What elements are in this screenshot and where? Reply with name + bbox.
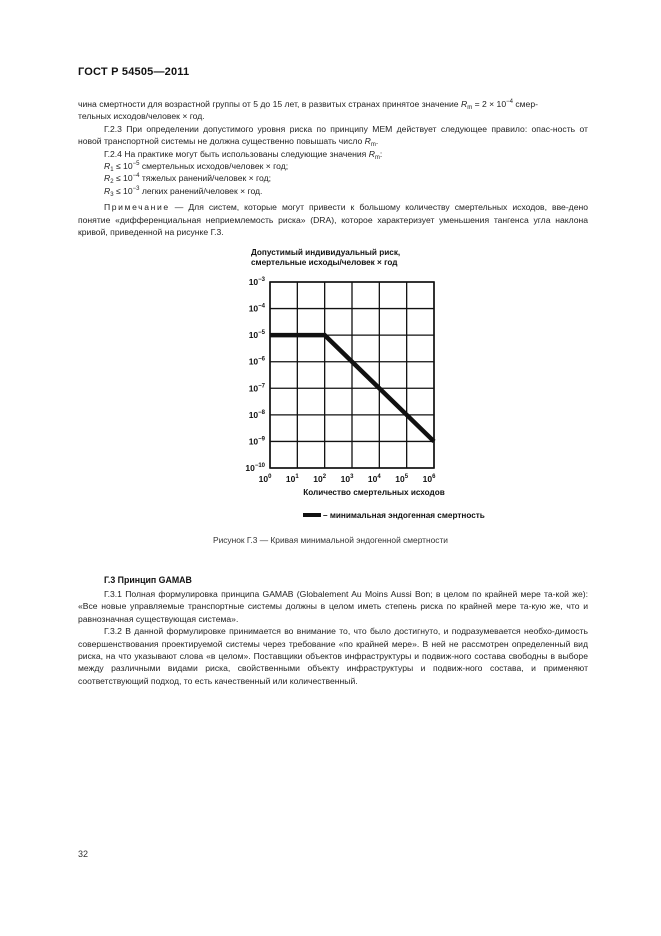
gamab-text — [78, 588, 588, 687]
r-subscript: m — [374, 154, 380, 161]
exponent: −3 — [132, 185, 140, 192]
paragraph-text: Г.2.4 На практике могут быть использованы следующие значения — [104, 148, 369, 159]
value-text: ≤ 10 — [113, 185, 133, 196]
x-tick-label: $10^6$ — [422, 474, 436, 484]
y-tick-label: $10^{-7}$ — [248, 383, 265, 394]
figure-g3-chart — [215, 242, 485, 527]
intro-text — [78, 98, 588, 238]
doc-header: ГОСТ Р 54505—2011 — [78, 66, 190, 78]
chart-title-line: Допустимый индивидуальный риск, — [251, 248, 401, 257]
y-tick-label: $10^{-10}$ — [245, 463, 265, 473]
y-tick-label: $10^{-8}$ — [248, 409, 265, 420]
value-text: легких ранений/человек × год. — [139, 185, 263, 196]
note-text: — Для систем, которые могут привести к большому количеству смертельных исходов, вве-дено понятие «дифференциальная неприемлемость риска» (DRA), которое характеризует уменьшения тангенса угла наклона кривой, приведенной на рисунке Г.3. — [78, 202, 588, 238]
x-tick-label: $10^0$ — [258, 474, 272, 484]
paragraph-text: Г.2.3 При определении допустимого уровня риска по принципу MEM действует следующее правило: опас-ность от новой транспортной системы не должна существенно повышать число — [78, 123, 588, 147]
chart-svg — [215, 242, 485, 527]
x-tick-label: $10^3$ — [340, 474, 354, 484]
rm-value-line — [78, 185, 588, 197]
r-symbol: R — [104, 185, 111, 196]
exponent: −5 — [132, 161, 140, 168]
r-subscript: 1 — [110, 167, 114, 174]
r-subscript: m — [370, 142, 376, 149]
paragraph-g-3-2: Г.3.2 В данной формулировке принимается во внимание то, что было достигнуто, и подразумевается необхо-димость совершенствования проектируемой системы через требование «по крайней мере». В ней не рассмотрен определенный вид риска, на что указывают слова «в целом». Поставщики объектов инфраструктуры и подвиж-ного состава свободны в выборе между различными видами риска, свойственными объекту инфраструктуры и подвиж-ного состава, и применяют соответствующий подход, то есть качественный или количественный. — [78, 626, 588, 686]
rm-value-line — [78, 160, 588, 172]
y-tick-label: $10^{-4}$ — [248, 303, 265, 314]
r-symbol: R — [104, 161, 111, 172]
x-tick-label: $10^1$ — [285, 474, 299, 484]
r-symbol: R — [364, 136, 371, 147]
paragraph-text: = 2 × 10 — [472, 99, 507, 109]
paragraph-g-2-3 — [78, 123, 588, 148]
x-tick-label: $10^5$ — [395, 474, 409, 484]
y-tick-label: $10^{-5}$ — [248, 330, 265, 341]
page-number: 32 — [78, 849, 89, 859]
note-paragraph — [78, 201, 588, 238]
r-symbol: R — [104, 173, 111, 184]
legend-label: – минимальная эндогенная смертность — [323, 511, 485, 520]
note-label: Примечание — [104, 202, 170, 213]
r-subscript: 3 — [110, 191, 114, 198]
r-symbol: R — [460, 99, 468, 109]
paragraph-text: : — [379, 148, 383, 159]
r-subscript: m — [467, 105, 473, 111]
paragraph-g-3-1: Г.3.1 Полная формулировка принципа GAMAB (Globalement Au Moins Aussi Bon; в целом по крайней мере та-кой же): «Все новые управляемые транспортные системы должны в целом иметь степень риска по крайней мере та-кую же, что и равнозначная существующая система». — [78, 589, 588, 624]
y-tick-label: $10^{-3}$ — [248, 277, 265, 287]
x-tick-label: $10^4$ — [367, 474, 381, 484]
r-subscript: 2 — [110, 179, 114, 186]
x-axis-label: Количество смертельных исходов — [303, 488, 445, 497]
paragraph-mortality — [78, 98, 588, 123]
r-symbol: R — [368, 148, 375, 159]
paragraph-text: смер- — [512, 99, 538, 109]
rm-value-line — [78, 172, 588, 184]
exponent: −4 — [132, 173, 140, 180]
exponent: −4 — [506, 99, 513, 105]
value-text: смертельных исходов/человек × год; — [139, 161, 289, 172]
figure-caption: Рисунок Г.3 — Кривая минимальной эндогенной смертности — [212, 535, 448, 545]
y-tick-label: $10^{-6}$ — [248, 356, 265, 367]
value-text: ≤ 10 — [113, 173, 133, 184]
paragraph-text: чина смертности для возрастной группы от 5 до 15 лет, в развитых странах принятое значение — [78, 99, 461, 109]
value-text: тяжелых ранений/человек × год; — [139, 173, 271, 184]
section-title-gamab: Г.3 Принцип GAMAB — [104, 575, 192, 585]
paragraph-text: . — [375, 136, 379, 147]
paragraph-text: тельных исходов/человек × год. — [78, 111, 205, 122]
paragraph-g-2-4 — [78, 148, 588, 160]
chart-title-line: смертельные исходы/человек × год — [251, 258, 398, 267]
y-tick-label: $10^{-9}$ — [248, 436, 265, 447]
value-text: ≤ 10 — [113, 161, 133, 172]
x-tick-label: $10^2$ — [313, 474, 327, 484]
